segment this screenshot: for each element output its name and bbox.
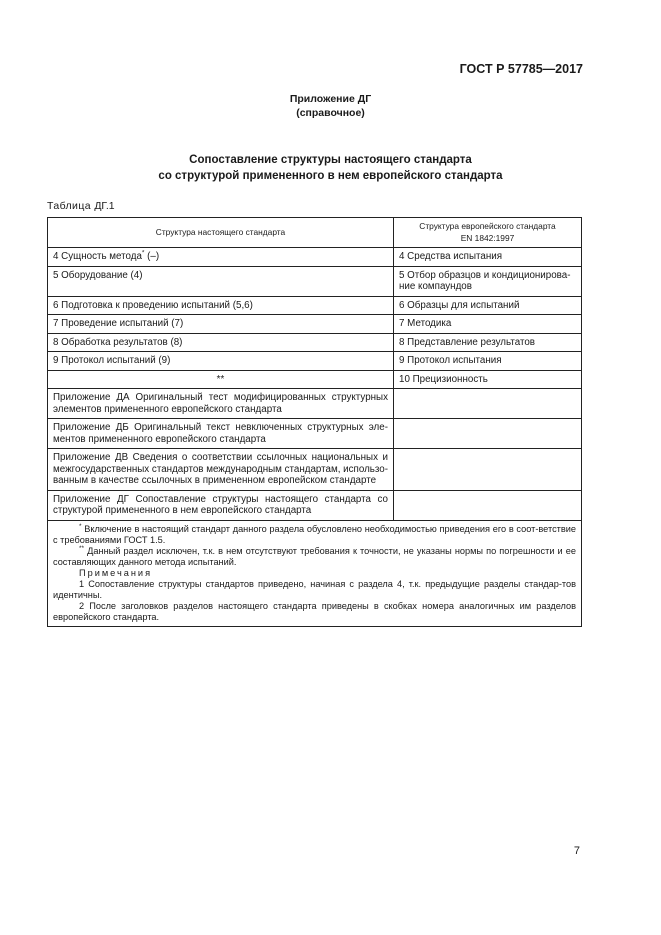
note-1: 1 Сопоставление структуры стандартов приведено, начиная с раздела 4, т.к. предыдущие разделы стандар-тов идентичны.: [53, 578, 576, 600]
row-right-cell: 4 Средства испытания: [394, 248, 582, 267]
table-row: [48, 389, 582, 419]
row-left-cell: 4 Сущность метода* (–): [48, 248, 394, 267]
table-row: [48, 490, 582, 520]
section-heading: [0, 152, 661, 184]
row-left-cell: 9 Протокол испытаний (9): [48, 352, 394, 371]
table-row: [48, 333, 582, 352]
row-right-cell: [394, 490, 582, 520]
row-left-cell: 6 Подготовка к проведению испытаний (5,6): [48, 296, 394, 315]
footnote-1: * Включение в настоящий стандарт данного раздела обусловлено необходимостью приведения его в соот-ветствие с требованиями ГОСТ 1.5.: [53, 522, 576, 545]
footnote-2: ** Данный раздел исключен, т.к. в нем отсутствуют требования к точности, не указаны нормы по погрешности и ее составляющих данного метода испытаний.: [53, 544, 576, 567]
col2-header-line1: Структура европейского стандарта: [419, 221, 556, 231]
table-row: [48, 248, 582, 267]
row-right-cell: 5 Отбор образцов и кондиционирова-ние компаундов: [394, 266, 582, 296]
appendix-title: Приложение ДГ: [289, 93, 372, 105]
standard-code: ГОСТ Р 57785—2017: [459, 62, 583, 76]
row-right-cell: [394, 449, 582, 491]
table-row: [48, 266, 582, 296]
row-right-cell: 6 Образцы для испытаний: [394, 296, 582, 315]
appendix-subtitle: (справочное): [296, 107, 365, 119]
row-left-cell: Приложение ДА Оригинальный тест модифицированных структурных элементов примененного европейского стандарта: [48, 389, 394, 419]
row-left-cell: Приложение ДБ Оригинальный текст невключенных структурных эле-ментов примененного европейского стандарта: [48, 419, 394, 449]
row-right-cell: [394, 419, 582, 449]
table-header-row: [48, 218, 582, 248]
row-left-cell: 8 Обработка результатов (8): [48, 333, 394, 352]
row-left-cell: Приложение ДВ Сведения о соответствии ссылочных национальных и межгосударственных стандартов международным стандартам, использо-ванным в качестве ссылочных в примененном европейском стандарте: [48, 449, 394, 491]
col1-header: Структура настоящего стандарта: [48, 218, 394, 248]
row-right-cell: 9 Протокол испытания: [394, 352, 582, 371]
row-right-cell: 10 Прецизионность: [394, 370, 582, 389]
row-left-cell: 5 Оборудование (4): [48, 266, 394, 296]
table-row: [48, 449, 582, 491]
table-row: [48, 370, 582, 389]
table-caption-word: Таблица: [47, 200, 91, 212]
row-right-cell: [394, 389, 582, 419]
note-2: 2 После заголовков разделов настоящего стандарта приведены в скобках номера аналогичных им разделов европейского стандарта.: [53, 600, 576, 622]
table-row: [48, 352, 582, 371]
appendix-heading: [0, 92, 661, 120]
notes-title: Примечания: [79, 567, 153, 578]
comparison-table: [47, 217, 582, 627]
table-caption-number: ДГ.1: [94, 200, 115, 212]
row-left-cell: 7 Проведение испытаний (7): [48, 315, 394, 334]
table-row: [48, 419, 582, 449]
row-left-cell: **: [48, 370, 394, 389]
row-left-cell: Приложение ДГ Сопоставление структуры настоящего стандарта со структурой примененного в нем европейского стандарта: [48, 490, 394, 520]
table-footnotes: [48, 520, 582, 626]
heading-line-1: Сопоставление структуры настоящего стандарта: [189, 154, 472, 166]
heading-line-2: со структурой примененного в нем европейского стандарта: [158, 170, 503, 182]
page-number: 7: [573, 845, 580, 857]
table-footnotes-row: [48, 520, 582, 626]
row-right-cell: 8 Представление результатов: [394, 333, 582, 352]
row-right-cell: 7 Методика: [394, 315, 582, 334]
col2-header: [394, 218, 582, 248]
table-row: [48, 315, 582, 334]
table-caption: [47, 200, 115, 212]
table-row: [48, 296, 582, 315]
col2-header-line2: EN 1842:1997: [460, 232, 515, 243]
